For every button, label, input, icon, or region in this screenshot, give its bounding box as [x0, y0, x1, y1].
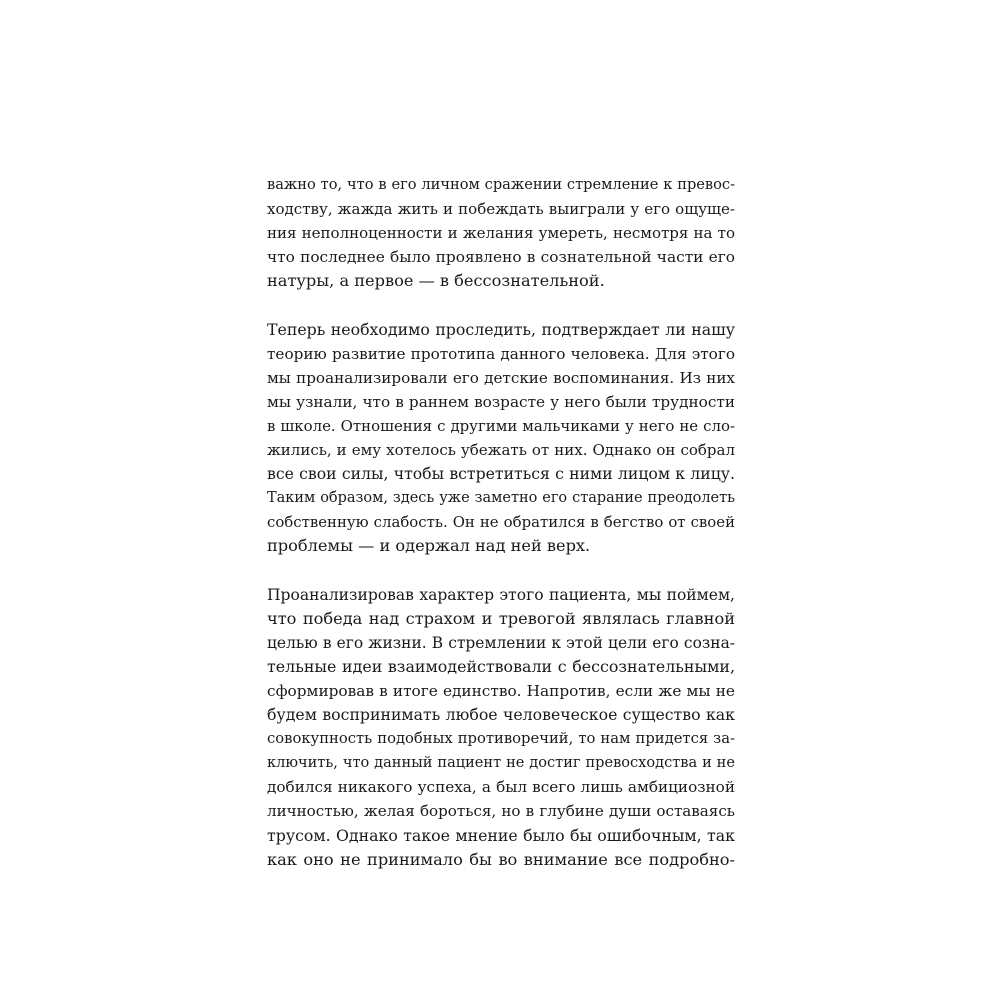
- text-line: добился никакого успеха, а был всего лишь амбициозной: [267, 778, 735, 797]
- text-line: тельные идеи взаимодействовали с бессознательными,: [267, 656, 735, 676]
- text-line: сформировав в итоге единство. Напротив, если же мы не: [267, 681, 735, 700]
- text-line: Проанализировав характер этого пациента, мы поймем,: [267, 585, 735, 604]
- text-line: натуры, а первое — в бессознательной.: [267, 271, 605, 291]
- text-line: Таким образом, здесь уже заметно его старание преодолеть: [267, 490, 735, 507]
- paragraph-2: [267, 318, 735, 559]
- paragraph-3: [267, 583, 735, 872]
- text-line: мы проанализировали его детские воспоминания. Из них: [267, 368, 735, 387]
- text-line: важно то, что в его личном сражении стремление к превос-: [267, 176, 735, 193]
- text-line: личностью, желая бороться, но в глубине души оставаясь: [267, 802, 735, 821]
- text-line: что победа над страхом и тревогой являлась главной: [267, 608, 735, 628]
- text-line: будем воспринимать любое человеческое существо как: [267, 705, 735, 725]
- text-line: что последнее было проявлено в сознательной части его: [267, 248, 735, 267]
- text-line: мы узнали, что в раннем возрасте у него были трудности: [267, 392, 735, 411]
- text-line: Теперь необходимо проследить, подтверждает ли нашу: [267, 319, 735, 339]
- body-text: [267, 173, 735, 872]
- text-line: трусом. Однако такое мнение было бы ошибочным, так: [267, 825, 735, 845]
- paragraph-gap: [267, 293, 735, 317]
- text-line: совокупность подобных противоречий, то нам придется за-: [267, 730, 735, 748]
- paragraph-gap: [267, 559, 735, 583]
- text-line: жились, и ему хотелось убежать от них. Однако он собрал: [267, 441, 735, 460]
- text-line: в школе. Отношения с другими мальчиками у него не сло-: [267, 416, 735, 435]
- text-line: теорию развитие прототипа данного человека. Для этого: [267, 344, 735, 363]
- text-line: ключить, что данный пациент не достиг превосходства и не: [267, 754, 735, 772]
- text-line: как оно не принимало бы во внимание все подробно-: [267, 849, 735, 869]
- text-line: ния неполноценности и желания умереть, несмотря на то: [267, 224, 735, 243]
- paragraph-1: [267, 173, 735, 293]
- text-line: целью в его жизни. В стремлении к этой цели его созна-: [267, 633, 735, 652]
- text-line: проблемы — и одержал над ней верх.: [267, 536, 591, 556]
- text-line: ходству, жажда жить и побеждать выиграли у его ощуще-: [267, 200, 735, 219]
- text-line: все свои силы, чтобы встретиться с ними лицом к лицу.: [267, 464, 735, 484]
- text-line: собственную слабость. Он не обратился в бегство от своей: [267, 513, 735, 532]
